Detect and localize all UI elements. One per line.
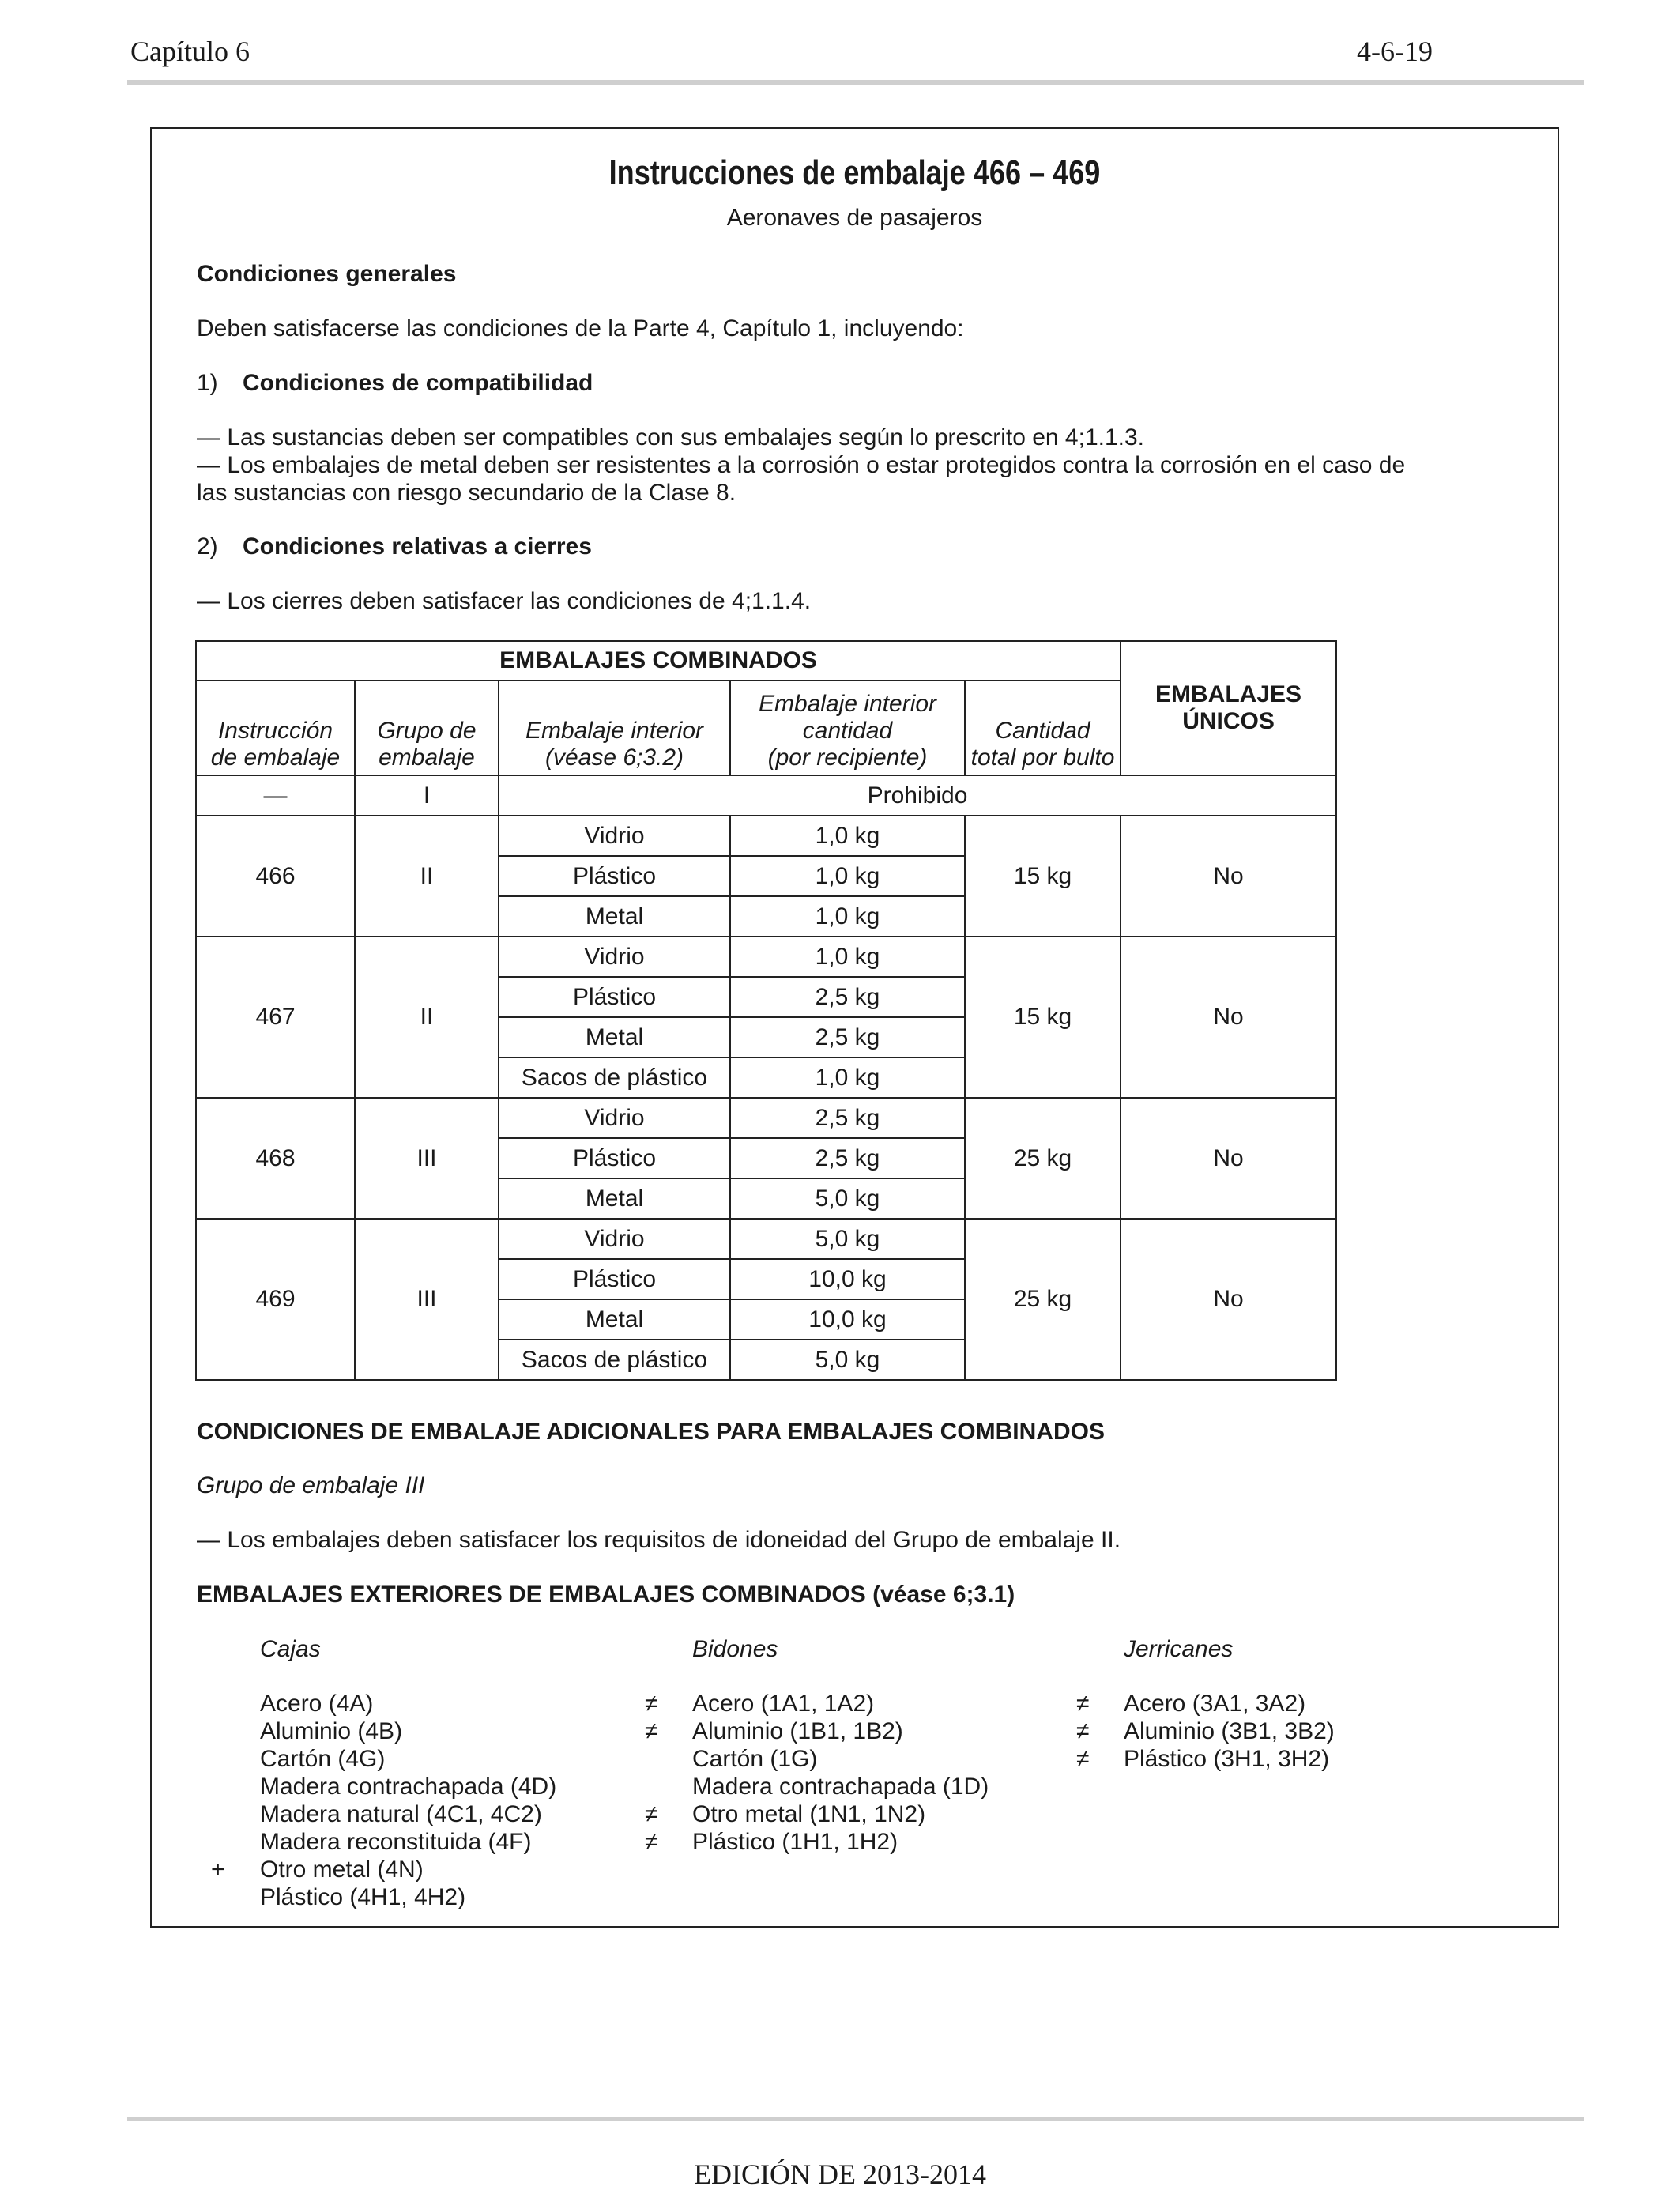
bidones-marks — [645, 1690, 657, 1856]
jerricanes-marks — [1076, 1690, 1089, 1773]
list-item: Madera contrachapada (4D) — [260, 1774, 557, 1800]
col-header-total — [965, 680, 1121, 775]
col-header-qty — [730, 680, 965, 775]
col-header-instruction — [196, 680, 355, 775]
header-rule — [127, 80, 1584, 85]
packing-table — [195, 640, 1337, 1381]
list-item: Aluminio (4B) — [260, 1718, 403, 1744]
list-item-mark — [211, 1690, 225, 1717]
single-header — [1121, 641, 1336, 775]
col-header-qty-1: Embalaje interior — [758, 691, 937, 717]
col-header-total-2: total por bulto — [970, 745, 1115, 771]
instruction-cell: 469 — [196, 1219, 355, 1380]
section-1-title: Condiciones de compatibilidad — [243, 370, 593, 396]
packing-group-iii-label: Grupo de embalaje III — [197, 1472, 425, 1498]
additional-conditions-heading: CONDICIONES DE EMBALAJE ADICIONALES PARA EMBALAJES COMBINADOS — [197, 1419, 1105, 1445]
jerricanes-list — [1124, 1690, 1335, 1773]
col-header-qty-3: (por recipiente) — [767, 745, 928, 771]
inner-quantity-cell: 2,5 kg — [730, 977, 965, 1017]
section-1-item-1: — Las sustancias deben ser compatibles con sus embalajes según lo prescrito en 4;1.1.3. — [197, 424, 1145, 450]
inner-packaging-cell: Vidrio — [499, 816, 730, 856]
intro-text: Deben satisfacerse las condiciones de la Parte 4, Capítulo 1, incluyendo: — [197, 315, 964, 341]
list-item-mark — [211, 1883, 225, 1911]
total-quantity-cell: 25 kg — [965, 1219, 1121, 1380]
running-header-chapter: Capítulo 6 — [130, 36, 250, 67]
list-item-mark: ≠ — [645, 1691, 658, 1717]
inner-quantity-cell: 2,5 kg — [730, 1098, 965, 1138]
inner-packaging-cell: Sacos de plástico — [499, 1340, 730, 1380]
instruction-cell: 467 — [196, 937, 355, 1098]
list-item-mark: ≠ — [645, 1829, 658, 1855]
inner-packaging-cell: Vidrio — [499, 1098, 730, 1138]
inner-quantity-cell: 1,0 kg — [730, 816, 965, 856]
page-subtitle: Aeronaves de pasajeros — [726, 205, 983, 231]
combined-header: EMBALAJES COMBINADOS — [196, 641, 1121, 680]
section-1-number: 1) — [197, 370, 218, 396]
inner-packaging-cell: Plástico — [499, 1259, 730, 1299]
inner-quantity-cell: 10,0 kg — [730, 1259, 965, 1299]
col-header-inner — [499, 680, 730, 775]
list-item-mark: ≠ — [1076, 1746, 1090, 1772]
list-item-mark: ≠ — [645, 1718, 658, 1744]
list-item: Acero (4A) — [260, 1691, 374, 1717]
inner-packaging-cell: Metal — [499, 1178, 730, 1219]
total-quantity-cell: 25 kg — [965, 1098, 1121, 1219]
list-item: Cartón (1G) — [692, 1746, 818, 1772]
edition-footer: EDICIÓN DE 2013-2014 — [694, 2158, 986, 2190]
list-item: Plástico (3H1, 3H2) — [1124, 1746, 1330, 1772]
list-item-mark — [211, 1745, 225, 1773]
cajas-marks — [211, 1690, 225, 1911]
inner-packaging-cell: Plástico — [499, 977, 730, 1017]
packing-group-iii-text: — Los embalajes deben satisfacer los requisitos de idoneidad del Grupo de embalaje II. — [197, 1527, 1121, 1553]
inner-quantity-cell: 1,0 kg — [730, 856, 965, 896]
inner-quantity-cell: 5,0 kg — [730, 1178, 965, 1219]
single-packaging-cell: No — [1121, 1098, 1336, 1219]
inner-packaging-cell: Sacos de plástico — [499, 1057, 730, 1098]
cajas-list — [260, 1690, 556, 1911]
col-header-instruction-1: Instrucción — [217, 718, 333, 744]
single-header-line-1: EMBALAJES — [1155, 681, 1302, 707]
list-item: Aluminio (3B1, 3B2) — [1124, 1718, 1335, 1744]
list-item: Otro metal (4N) — [260, 1857, 424, 1883]
list-item-mark — [211, 1800, 225, 1828]
group-cell: III — [355, 1098, 499, 1219]
inner-quantity-cell: 1,0 kg — [730, 937, 965, 977]
single-packaging-cell: No — [1121, 816, 1336, 937]
general-conditions-heading: Condiciones generales — [197, 261, 457, 287]
group-cell: III — [355, 1219, 499, 1380]
list-item: Aluminio (1B1, 1B2) — [692, 1718, 903, 1744]
single-packaging-cell: No — [1121, 1219, 1336, 1380]
col-header-total-1: Cantidad — [995, 718, 1090, 744]
single-header-line-2: ÚNICOS — [1182, 708, 1275, 734]
inner-packaging-cell: Metal — [499, 1299, 730, 1340]
list-item-mark — [645, 1773, 657, 1800]
list-item-mark: ≠ — [1076, 1691, 1090, 1717]
group-cell: II — [355, 937, 499, 1098]
list-item-mark — [211, 1828, 225, 1856]
inner-packaging-cell: Metal — [499, 896, 730, 937]
group-cell: II — [355, 816, 499, 937]
col-header-group — [355, 680, 499, 775]
col-header-group-1: Grupo de — [377, 718, 477, 744]
page-title: Instrucciones de embalaje 466 – 469 — [608, 153, 1101, 192]
prohibited-instruction: — — [196, 775, 355, 816]
list-item: Plástico (1H1, 1H2) — [692, 1829, 898, 1855]
list-item: Acero (1A1, 1A2) — [692, 1691, 875, 1717]
inner-quantity-cell: 5,0 kg — [730, 1340, 965, 1380]
section-2-number: 2) — [197, 533, 218, 560]
inner-packaging-cell: Plástico — [499, 1138, 730, 1178]
prohibited-group: I — [355, 775, 499, 816]
table-row — [196, 937, 1336, 977]
bidones-title: Bidones — [692, 1636, 778, 1662]
outer-packagings-heading: EMBALAJES EXTERIORES DE EMBALAJES COMBINADOS (véase 6;3.1) — [197, 1581, 1015, 1608]
instruction-box — [150, 127, 1559, 1928]
list-item: Otro metal (1N1, 1N2) — [692, 1801, 926, 1827]
inner-packaging-cell: Plástico — [499, 856, 730, 896]
inner-packaging-cell: Vidrio — [499, 1219, 730, 1259]
single-packaging-cell: No — [1121, 937, 1336, 1098]
col-header-instruction-2: de embalaje — [210, 745, 341, 771]
list-item: Madera contrachapada (1D) — [692, 1774, 989, 1800]
inner-packaging-cell: Metal — [499, 1017, 730, 1057]
list-item: Cartón (4G) — [260, 1746, 386, 1772]
list-item: Plástico (4H1, 4H2) — [260, 1884, 466, 1910]
total-quantity-cell: 15 kg — [965, 816, 1121, 937]
inner-quantity-cell: 1,0 kg — [730, 896, 965, 937]
section-1-item-2: — Los embalajes de metal deben ser resistentes a la corrosión o estar protegidos contra la corrosión en el caso de — [197, 452, 1406, 478]
list-item-mark: ≠ — [1076, 1718, 1090, 1744]
section-2-title: Condiciones relativas a cierres — [243, 533, 592, 560]
list-item-mark: + — [211, 1857, 225, 1883]
table-row — [196, 1219, 1336, 1259]
list-item-mark — [211, 1773, 225, 1800]
cajas-title: Cajas — [260, 1636, 321, 1662]
instruction-cell: 468 — [196, 1098, 355, 1219]
section-2-item-1: — Los cierres deben satisfacer las condiciones de 4;1.1.4. — [197, 588, 812, 614]
col-header-qty-2: cantidad — [802, 718, 893, 744]
section-1-item-2-cont: las sustancias con riesgo secundario de la Clase 8. — [197, 480, 736, 506]
bidones-list — [692, 1690, 989, 1856]
list-item: Madera natural (4C1, 4C2) — [260, 1801, 542, 1827]
inner-packaging-cell: Vidrio — [499, 937, 730, 977]
inner-quantity-cell: 5,0 kg — [730, 1219, 965, 1259]
list-item: Acero (3A1, 3A2) — [1124, 1691, 1306, 1717]
table-row — [196, 1098, 1336, 1138]
inner-quantity-cell: 2,5 kg — [730, 1017, 965, 1057]
inner-quantity-cell: 10,0 kg — [730, 1299, 965, 1340]
list-item-mark: ≠ — [645, 1801, 658, 1827]
col-header-inner-1: Embalaje interior — [525, 718, 704, 744]
inner-quantity-cell: 1,0 kg — [730, 1057, 965, 1098]
list-item-mark — [645, 1745, 657, 1773]
col-header-inner-2: (véase 6;3.2) — [544, 745, 684, 771]
footer-rule — [127, 2117, 1584, 2121]
list-item: Madera reconstituida (4F) — [260, 1829, 532, 1855]
instruction-cell: 466 — [196, 816, 355, 937]
list-item-mark — [211, 1717, 225, 1745]
total-quantity-cell: 15 kg — [965, 937, 1121, 1098]
prohibited-text: Prohibido — [499, 775, 1336, 816]
jerricanes-title: Jerricanes — [1124, 1636, 1234, 1662]
running-header-date: 4-6-19 — [1357, 36, 1433, 67]
col-header-group-2: embalaje — [379, 745, 475, 771]
inner-quantity-cell: 2,5 kg — [730, 1138, 965, 1178]
table-row — [196, 816, 1336, 856]
